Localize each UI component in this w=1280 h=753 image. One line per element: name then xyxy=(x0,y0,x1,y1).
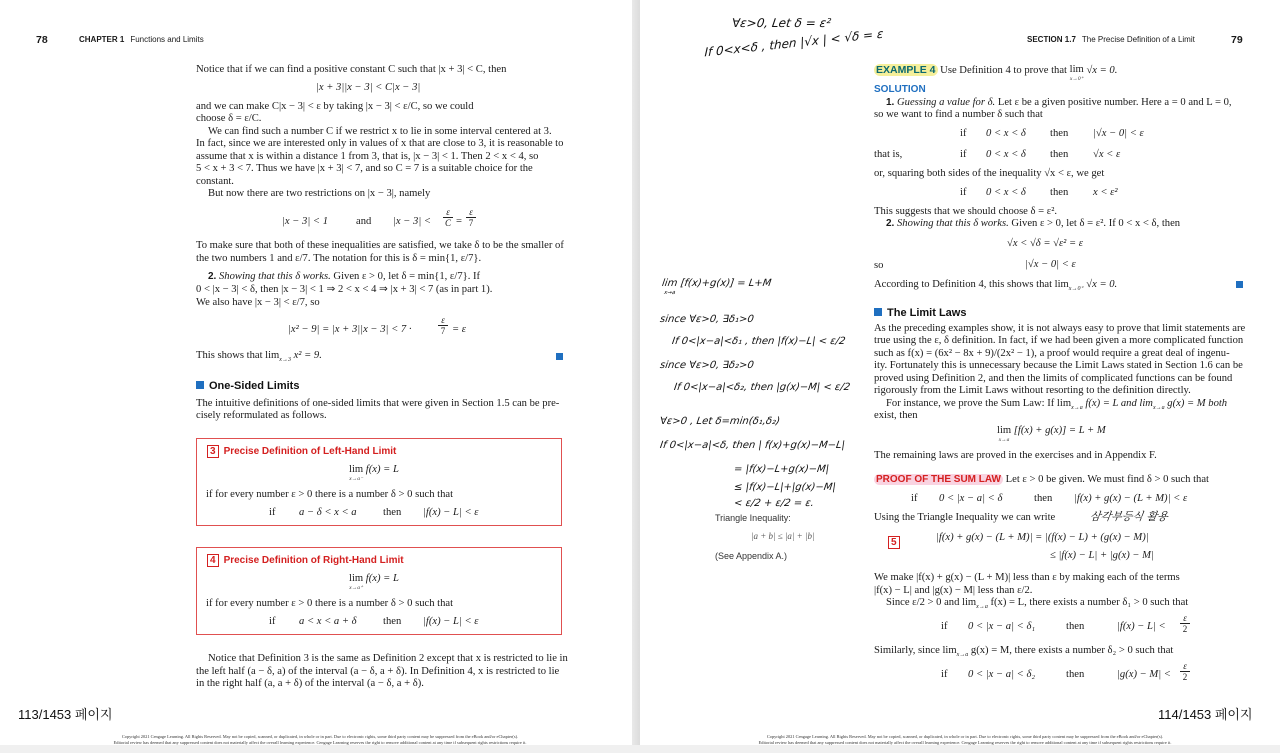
lim-text: lim xyxy=(349,573,364,584)
text: According to Definition 4, this shows that lim xyxy=(874,279,1069,290)
lim-operator xyxy=(349,573,363,591)
then-label: then xyxy=(1066,621,1085,632)
conclusion: √x < ε xyxy=(1093,149,1121,160)
text: √x = 0. xyxy=(1086,279,1118,290)
definition-title-text: Precise Definition of Right-Hand Limit xyxy=(223,555,404,566)
then-label: then xyxy=(1066,669,1085,680)
fraction xyxy=(1180,613,1190,634)
then-label: then xyxy=(1050,187,1069,198)
if-label: if xyxy=(941,669,948,680)
if-label: if xyxy=(960,187,967,198)
handwritten-line: = |f(x)−L+g(x)−M| xyxy=(733,464,830,475)
fraction-top: ε xyxy=(441,315,445,325)
text: f(x) = L, there exists a number δ₁ > 0 such that xyxy=(990,597,1189,608)
lim-body: f(x) = L xyxy=(365,573,399,584)
equation-number xyxy=(888,532,900,550)
if-label: if xyxy=(911,493,918,504)
paragraph-line: As the preceding examples show, it is not always easy to prove that limit statements are xyxy=(874,323,1246,334)
paragraph-line: assume that x is within a distance 1 from 3, that is, |x − 3| < 1. Then 2 < x < 4, so xyxy=(196,151,539,162)
that-is-label: that is, xyxy=(874,149,903,160)
page-number: 79 xyxy=(1231,34,1243,46)
paragraph-line: the two numbers 1 and ε/7. The notation for this is δ = min{1, ε/7}. xyxy=(196,253,482,264)
step-text: Let ε be a given positive number. Here a = 0 and L = 0, xyxy=(997,97,1232,108)
lim-subscript: x→a⁺ xyxy=(349,584,363,591)
text: Since ε/2 > 0 and lim xyxy=(886,597,977,608)
lim-subscript: x→a⁻ xyxy=(349,475,363,482)
fraction-bottom: C xyxy=(444,218,451,228)
then-label: then xyxy=(1050,128,1069,139)
chapter-label: CHAPTER 1 xyxy=(79,35,125,44)
paragraph-line xyxy=(196,350,322,367)
conclusion: x < ε² xyxy=(1093,187,1118,198)
paragraph-line xyxy=(874,645,1173,662)
paragraph-line: true using the ε, δ definition. In fact, if we had been given a more complicated function xyxy=(874,335,1244,346)
conclusion: |√x − 0| < ε xyxy=(1093,128,1144,139)
definition-box-4 xyxy=(196,547,562,635)
paragraph-line: constant. xyxy=(196,176,234,187)
paragraph-line: cisely reformulated as follows. xyxy=(196,410,327,421)
step-text: Given ε > 0, let δ = ε². If 0 < x < δ, then xyxy=(1011,218,1181,229)
section-heading-text: The Limit Laws xyxy=(887,307,967,319)
fraction-top: ε xyxy=(1183,613,1187,623)
lim-subscript: x→0⁺ xyxy=(1068,286,1084,293)
lim-body: [f(x) + g(x)] = L + M xyxy=(1013,425,1106,436)
copyright-line: Editorial review has deemed that any suppressed content does not materially affect the overall learning experience. Cengage Learning reserves the right to remove additional content at any time if subsequent rights restrictions require it. xyxy=(758,740,1172,745)
handwritten-line: ≤ |f(x)−L|+|g(x)−M| xyxy=(733,482,837,493)
handwritten-line: < ε/2 + ε/2 = ε. xyxy=(733,498,815,509)
handwritten-line: lim [f(x)+g(x)] = L+M xyxy=(661,278,773,289)
fraction-top: ε xyxy=(1183,661,1187,671)
proof-text: Let ε > 0 be given. We must find δ > 0 such that xyxy=(1005,474,1210,485)
paragraph-line xyxy=(886,218,1180,231)
text: For instance, we prove the Sum Law: If lim xyxy=(886,398,1072,409)
step-number: 2. xyxy=(886,218,895,229)
paragraph-line xyxy=(886,597,1188,614)
handwritten-note: If 0<x<δ , then |√x | < √δ = ε xyxy=(704,26,884,60)
fraction-bottom: 7 xyxy=(438,325,448,336)
paragraph-line: rigorously from the Limit Laws without resorting to the definition directly. xyxy=(874,385,1191,396)
lim-subscript: x→3 xyxy=(279,357,291,364)
chapter-title: Functions and Limits xyxy=(130,35,204,44)
lim-subscript: x→a xyxy=(976,604,988,611)
handwritten-note: ∀ε>0, Let δ = ε² xyxy=(731,16,832,30)
definition-number: 4 xyxy=(207,554,219,567)
paragraph-line: and we can make C|x − 3| < ε by taking |x − 3| < ε/C, so we could xyxy=(196,101,474,112)
paragraph-line: 0 < |x − 3| < δ, then |x − 3| < 1 ⇒ 2 < x < 4 ⇒ |x + 3| < 7 (as in part 1). xyxy=(196,284,493,295)
hypothesis: 0 < |x − a| < δ xyxy=(939,493,1003,504)
limit-expression xyxy=(997,425,1106,443)
running-head xyxy=(1027,35,1195,44)
page-counter: 113/1453 페이지 xyxy=(18,707,113,722)
section-square-icon xyxy=(196,381,204,389)
equation: |x + 3||x − 3| < C|x − 3| xyxy=(316,82,421,93)
definition-condition: if for every number ε > 0 there is a number δ > 0 such that xyxy=(206,489,454,500)
lim-operator xyxy=(997,425,1011,443)
paragraph-line: We also have |x − 3| < ε/7, so xyxy=(196,297,320,308)
page-gutter xyxy=(632,0,640,745)
definition-condition: if for every number ε > 0 there is a number δ > 0 such that xyxy=(206,598,454,609)
paragraph-line: or, squaring both sides of the inequality √x < ε, we get xyxy=(874,168,1105,179)
paragraph-line xyxy=(886,97,1232,110)
conclusion: |f(x) − L| < xyxy=(1117,621,1166,632)
proof-label: PROOF OF THE SUM LAW xyxy=(876,474,1001,485)
handwritten-subscript: x→a xyxy=(663,290,676,296)
lim-text: lim xyxy=(349,464,364,475)
paragraph-line: |f(x) − L| and |g(x) − M| less than ε/2. xyxy=(874,585,1033,596)
fraction-bottom: 7 xyxy=(466,217,476,228)
left-page xyxy=(0,0,632,745)
hypothesis: 0 < x < δ xyxy=(986,149,1026,160)
copyright-notice xyxy=(700,734,1230,745)
handwritten-line: since ∀ε>0, ∃δ₂>0 xyxy=(659,360,755,371)
definition-number: 3 xyxy=(207,445,219,458)
paragraph-line: proved using Definition 2, and then the limits of complicated functions can be found xyxy=(874,373,1233,384)
paragraph-line: The intuitive definitions of one-sided limits that were given in Section 1.5 can be pre- xyxy=(196,398,560,409)
if-label: if xyxy=(941,621,948,632)
paragraph-line: the left half (a − δ, a) of the interval (a − δ, a + δ). In Definition 4, x is restricted to lie xyxy=(196,666,560,677)
then-label: then xyxy=(383,616,402,627)
step-title: Guessing a value for δ. xyxy=(897,97,996,108)
equation: |x − 3| < xyxy=(393,216,432,227)
section-heading-text: One-Sided Limits xyxy=(209,380,300,392)
end-of-proof-icon xyxy=(556,353,563,360)
step-number: 1. xyxy=(886,97,895,108)
copyright-notice xyxy=(60,734,580,745)
hypothesis: a − δ < x < a xyxy=(299,507,357,518)
text: x² = 9. xyxy=(293,350,322,361)
lim-subscript: x→a xyxy=(998,436,1010,443)
conclusion: |g(x) − M| < xyxy=(1117,669,1171,680)
then-label: then xyxy=(383,507,402,518)
paragraph-line: We make |f(x) + g(x) − (L + M)| less than ε by making each of the terms xyxy=(874,572,1180,583)
conclusion: |f(x) − L| < ε xyxy=(423,616,479,627)
paragraph-line: exist, then xyxy=(874,410,918,421)
hypothesis: 0 < x < δ xyxy=(986,128,1026,139)
equation: |√x − 0| < ε xyxy=(1025,259,1076,270)
conclusion: |f(x) + g(x) − (L + M)| < ε xyxy=(1074,493,1188,504)
margin-note-reference: (See Appendix A.) xyxy=(715,551,788,561)
hypothesis: 0 < |x − a| < δ₁ xyxy=(968,621,1036,632)
lim-operator xyxy=(1070,64,1084,82)
fraction-bottom: 2 xyxy=(1180,671,1190,682)
definition-title xyxy=(207,445,396,458)
copyright-line: Editorial review has deemed that any suppressed content does not materially affect the overall learning experience. Cengage Learning reserves the right to remove additional content at any time if subsequent rights restrictions require it. xyxy=(113,740,527,745)
lim-subscript: x→a xyxy=(1152,405,1165,412)
page-number: 78 xyxy=(36,34,48,46)
end-of-proof-icon xyxy=(1236,281,1243,288)
fraction-bottom: 2 xyxy=(1180,623,1190,634)
solution-label: SOLUTION xyxy=(874,84,926,95)
paragraph-line: 5 < x + 3 < 7. Thus we have |x + 3| < 7, and so C = 7 is a suitable choice for the xyxy=(196,163,533,174)
if-label: if xyxy=(269,507,276,518)
definition-title-text: Precise Definition of Left-Hand Limit xyxy=(223,446,397,457)
handwritten-line: If 0<|x−a|<δ₂, then |g(x)−M| < ε/2 xyxy=(673,382,851,393)
paragraph-line: But now there are two restrictions on |x − 3|, namely xyxy=(208,188,431,199)
then-label: then xyxy=(1034,493,1053,504)
page-counter: 114/1453 페이지 xyxy=(1158,707,1253,722)
fraction xyxy=(1180,661,1190,682)
step-number: 2. xyxy=(208,271,217,282)
lim-subscript: x→0⁺ xyxy=(1069,75,1084,82)
step-text: Given ε > 0, let δ = min{1, ε/7}. If xyxy=(333,271,481,282)
paragraph-line: This suggests that we should choose δ = ε². xyxy=(874,206,1058,217)
margin-note-title: Triangle Inequality: xyxy=(715,513,791,523)
equation: |x − 3| < 1 xyxy=(282,216,329,227)
fraction-top: ε xyxy=(469,207,473,217)
equation-number-text: 5 xyxy=(888,536,900,549)
step-title: Showing that this δ works. xyxy=(897,218,1009,229)
handwritten-line: If 0<|x−a|<δ, then | f(x)+g(x)−M−L| xyxy=(659,440,846,451)
paragraph-line: To make sure that both of these inequalities are satisfied, we take δ to be the smaller of xyxy=(196,240,564,251)
limit-expression xyxy=(349,464,399,482)
equation-and: and xyxy=(356,216,372,227)
paragraph-line xyxy=(874,279,1117,296)
proof-line xyxy=(874,474,1209,487)
section-heading xyxy=(196,380,299,392)
text: This shows that lim xyxy=(196,350,280,361)
fraction xyxy=(443,207,453,228)
lim-body: f(x) = L xyxy=(365,464,399,475)
handwritten-line: If 0<|x−a|<δ₁ , then |f(x)−L| < ε/2 xyxy=(671,336,847,347)
copyright-line: Copyright 2021 Cengage Learning. All Rights Reserved. May not be copied, scanned, or duplicated, in whole or in part. Due to electronic rights, some third party content may be suppressed from the eBook and/or eChapter(s). xyxy=(766,734,1164,739)
paragraph-line xyxy=(886,398,1227,415)
paragraph-line: Using the Triangle Inequality we can write xyxy=(874,512,1056,523)
handwritten-korean-note: 삼각부등식 활용 xyxy=(1089,510,1169,523)
lim-body: √x = 0. xyxy=(1086,65,1118,76)
section-label: SECTION 1.7 xyxy=(1027,35,1076,44)
example-text: Use Definition 4 to prove that xyxy=(940,65,1067,76)
step-title: Showing that this δ works. xyxy=(219,271,331,282)
paragraph-line: Notice that if we can find a positive constant C such that |x + 3| < C, then xyxy=(196,64,507,75)
definition-title xyxy=(207,554,404,567)
equation: ≤ |f(x) − L| + |g(x) − M| xyxy=(1050,550,1154,561)
viewer-bottom-strip xyxy=(0,745,1280,753)
lim-subscript: x→a xyxy=(1071,405,1083,412)
paragraph-line: The remaining laws are proved in the exercises and in Appendix F. xyxy=(874,450,1157,461)
definition-box-3 xyxy=(196,438,562,526)
running-head xyxy=(79,35,204,44)
section-heading xyxy=(874,307,966,319)
right-page xyxy=(640,0,1280,745)
text: g(x) = M, there exists a number δ₂ > 0 such that xyxy=(970,645,1174,656)
section-square-icon xyxy=(874,308,882,316)
handwritten-line: ∀ε>0 , Let δ=min(δ₁,δ₂) xyxy=(659,416,781,427)
paragraph-line: in the right half (a, a + δ) of the interval (a − δ, a + δ). xyxy=(196,678,424,689)
text: f(x) = L and lim xyxy=(1085,398,1153,409)
paragraph-line: choose δ = ε/C. xyxy=(196,113,262,124)
margin-note-formula: |a + b| ≤ |a| + |b| xyxy=(751,531,815,541)
fraction-top: ε xyxy=(446,207,450,217)
if-label: if xyxy=(960,149,967,160)
if-label: if xyxy=(269,616,276,627)
equation: √x < √δ = √ε² = ε xyxy=(1007,238,1083,249)
hypothesis: a < x < a + δ xyxy=(299,616,357,627)
text: Similarly, since lim xyxy=(874,645,957,656)
then-label: then xyxy=(1050,149,1069,160)
text: g(x) = M both xyxy=(1167,398,1228,409)
paragraph-line: In fact, since we are interested only in values of x that are close to 3, it is reasonable to xyxy=(196,138,564,149)
paragraph-line: such as f(x) = (6x² − 8x + 9)/(2x² − 1), a proof would require a great deal of ingenu- xyxy=(874,348,1230,359)
example-label: EXAMPLE 4 xyxy=(876,64,936,76)
paragraph-line: so we want to find a number δ such that xyxy=(874,109,1043,120)
example-line xyxy=(874,64,1117,82)
so-label: so xyxy=(874,260,884,271)
lim-operator xyxy=(349,464,363,482)
equation: |f(x) + g(x) − (L + M)| = |(f(x) − L) + (g(x) − M)| xyxy=(936,532,1149,543)
lim-text: lim xyxy=(1069,64,1084,75)
handwritten-line: since ∀ε>0, ∃δ₁>0 xyxy=(659,314,755,325)
equation-equals: = xyxy=(456,216,462,227)
handwritten-note xyxy=(661,278,772,289)
equation: |x² − 9| = |x + 3||x − 3| < 7 · xyxy=(288,324,412,335)
if-label: if xyxy=(960,128,967,139)
paragraph-line: We can find such a number C if we restrict x to lie in some interval centered at 3. xyxy=(208,126,552,137)
section-title: The Precise Definition of a Limit xyxy=(1081,35,1195,44)
lim-text: lim xyxy=(997,425,1012,436)
lim-subscript: x→a xyxy=(956,652,969,659)
fraction xyxy=(438,315,448,336)
fraction xyxy=(466,207,476,228)
paragraph-line: ity. Fortunately this is unnecessary because the Limit Laws stated in Section 1.6 can be xyxy=(874,360,1243,371)
hypothesis: 0 < x < δ xyxy=(986,187,1026,198)
limit-expression xyxy=(349,573,399,591)
hypothesis: 0 < |x − a| < δ₂ xyxy=(968,669,1036,680)
paragraph-line: Notice that Definition 3 is the same as Definition 2 except that x is restricted to lie in xyxy=(208,653,568,664)
conclusion: |f(x) − L| < ε xyxy=(423,507,479,518)
equation: = ε xyxy=(452,324,466,335)
copyright-line: Copyright 2021 Cengage Learning. All Rights Reserved. May not be copied, scanned, or duplicated, in whole or in part. Due to electronic rights, some third party content may be suppressed from the eBook and/or eChapter(s). xyxy=(121,734,519,739)
paragraph-line xyxy=(208,271,480,284)
